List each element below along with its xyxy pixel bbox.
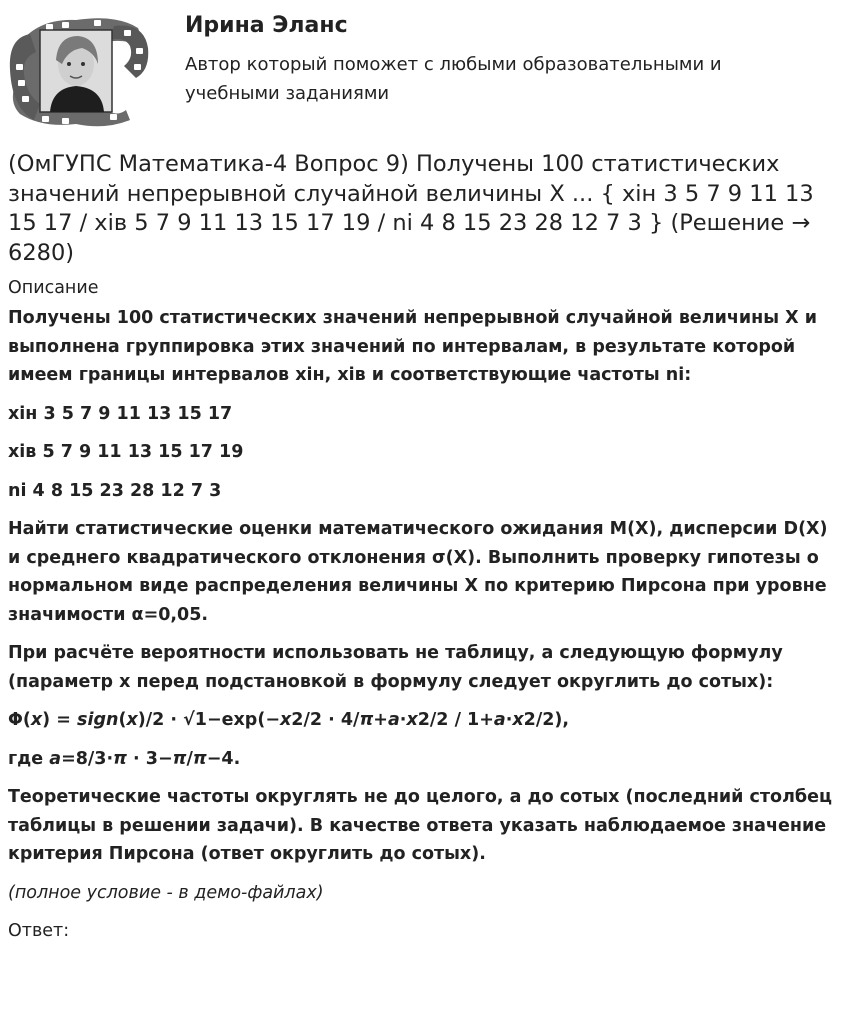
formula-func: sign [77, 710, 119, 730]
laplace-formula [8, 706, 840, 735]
formula-var: x [406, 710, 418, 730]
formula-pi: π [113, 748, 127, 769]
formula-part: ) = [42, 710, 78, 730]
interval-lower-bounds: xiн 3 5 7 9 11 13 15 17 [8, 403, 233, 424]
page-title: (ОмГУПС Математика-4 Вопрос 9) Получены 100 статистических значений непрерывной случайной величины X ... { xiн 3 5 7 9 11 13 15 17 / xiв 5 7 9 11 13 15 17 19 / ni 4 8 15 23 28 12 7 3 } (Решение → 6280) [8, 151, 814, 266]
author-avatar[interactable] [6, 8, 150, 128]
formula-var: x [126, 710, 138, 730]
film-strip-avatar-icon [6, 8, 150, 128]
formula-pi: π [172, 748, 187, 769]
formula-param: a [493, 710, 506, 730]
author-name[interactable]: Ирина Эланс [185, 13, 348, 38]
interval-upper-bounds: xiв 5 7 9 11 13 15 17 19 [8, 442, 244, 462]
task-goal: Найти статистические оценки математического ожидания M(X), дисперсии D(X) и среднего квадратического отклонения σ(X). Выполнить проверку гипотезы о нормальном виде распределения величины X по критерию Пирсона при уровне значимости α=0,05. [8, 519, 828, 625]
formula-part: · [505, 710, 513, 730]
formula-var: x [512, 710, 524, 730]
formula-part: 2/2), [523, 710, 570, 730]
formula-part: )/2 · √1−exp(− [137, 710, 280, 730]
formula-part: ( [118, 710, 127, 730]
answer-instructions: Теоретические частоты округлять не до целого, а до сотых (последний столбец таблицы в решении задачи). В качестве ответа указать наблюдаемое значение критерия Пирсона (ответ округлить до сотых). [8, 787, 832, 864]
formula-param: a [387, 710, 400, 730]
formula-var: x [280, 710, 292, 730]
formula-part: + [373, 710, 388, 730]
formula-part: / [186, 748, 193, 769]
description-label: Описание [8, 278, 99, 298]
author-description: Автор который поможет с любыми образовательными и учебными заданиями [185, 54, 722, 104]
probability-instructions: При расчёте вероятности использовать не таблицу, а следующую формулу (параметр x перед подстановкой в формулу следует округлить до сотых): [8, 643, 783, 692]
parameter-definition [8, 745, 840, 774]
formula-part: 2/2 · 4/ [291, 710, 360, 730]
formula-param: a [49, 748, 62, 769]
formula-part: · 3− [126, 748, 173, 769]
formula-part: где [8, 748, 50, 769]
author-header [0, 0, 847, 140]
formula-pi: π [192, 748, 207, 769]
formula-var: x [30, 710, 43, 730]
formula-part: Φ( [8, 710, 31, 730]
formula-part: −4. [206, 748, 241, 769]
answer-label: Ответ: [8, 920, 70, 941]
demo-files-note: (полное условие - в демо-файлах) [8, 882, 324, 903]
task-intro: Получены 100 статистических значений непрерывной случайной величины X и выполнена группировка этих значений по интервалам, в результате которой имеем границы интервалов xiн, xiв и соответствующие частоты ni: [8, 308, 817, 385]
formula-pi: π [359, 710, 374, 730]
formula-part: · [399, 710, 407, 730]
task-content [8, 276, 840, 945]
formula-part: 2/2 / 1+ [417, 710, 494, 730]
frequencies: ni 4 8 15 23 28 12 7 3 [8, 480, 222, 501]
formula-part: =8/3· [61, 748, 114, 769]
